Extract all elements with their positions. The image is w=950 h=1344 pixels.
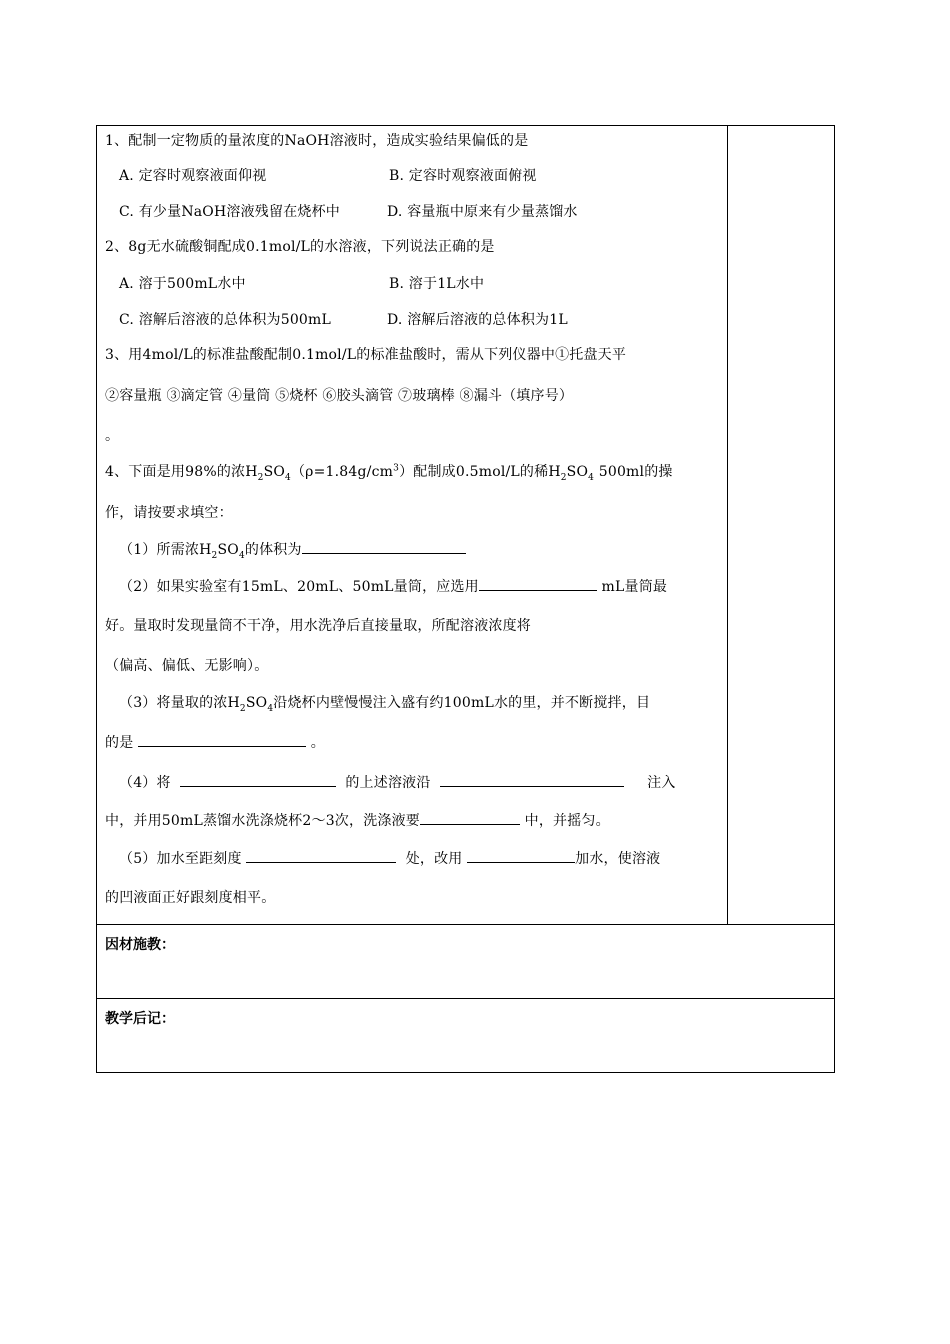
q3-line1: 3、用4mol/L的标准盐酸配制0.1mol/L的标准盐酸时，需从下列仪器中①托盘天平: [105, 347, 627, 363]
adapt-teaching-label: 因材施教：: [105, 937, 175, 953]
q2-option-d: D. 溶解后溶液的总体积为1L: [387, 312, 568, 328]
q2-stem: 2、8g无水硫酸铜配成0.1mol/L的水溶液，下列说法正确的是: [105, 239, 495, 255]
q4-part5-b: 的凹液面正好跟刻度相平。: [105, 890, 276, 906]
q1-option-c: C. 有少量NaOH溶液残留在烧杯中: [119, 204, 340, 220]
side-column: [728, 126, 835, 925]
answer-blank-2[interactable]: [479, 576, 597, 591]
q1-option-d: D. 容量瓶中原来有少量蒸馏水: [387, 204, 578, 220]
q4-part2-a: （2）如果实验室有15mL、20mL、50mL量筒，应选用 mL量筒最: [119, 576, 667, 597]
q4-line1: 4、下面是用98%的浓$H_2SO_4(\rho=1.84g/cm^3)$配制成0.5mol/L的稀$H_2SO_4$ 500ml的操: [105, 463, 673, 483]
q4-part4-a: （4）将 的上述溶液沿 注入: [119, 772, 676, 793]
q4-line2: 作，请按要求填空：: [105, 505, 233, 521]
q4-part1: （1）所需浓$H_2SO_4$的体积为: [119, 539, 466, 560]
answer-blank-3[interactable]: [138, 732, 306, 747]
q2-option-a: A. 溶于500mL水中: [119, 276, 246, 292]
answer-blank-8[interactable]: [467, 848, 575, 863]
questions-cell: [97, 126, 728, 925]
teaching-notes-cell: [97, 999, 835, 1073]
q4-part2-c: （偏高、偏低、无影响）。: [105, 658, 269, 674]
q2-option-c: C. 溶解后溶液的总体积为500mL: [119, 312, 332, 328]
q4-part4-b: 中，并用50mL蒸馏水洗涤烧杯2～3次，洗涤液要 中，并摇匀。: [105, 810, 610, 831]
adapt-teaching-cell: [97, 925, 835, 999]
q1-stem: 1、配制一定物质的量浓度的NaOH溶液时，造成实验结果偏低的是: [105, 133, 529, 149]
answer-blank-1[interactable]: [302, 539, 466, 554]
teaching-notes-label: 教学后记：: [105, 1011, 175, 1027]
answer-blank-7[interactable]: [246, 848, 396, 863]
q4-part5-a: （5）加水至距刻度 处，改用 加水，使溶液: [119, 848, 660, 869]
answer-blank-5[interactable]: [440, 772, 624, 787]
q4-part3-a: （3）将量取的浓$H_2SO_4$沿烧杯内壁慢慢注入盛有约100mL水的里，并不断搅拌，目: [119, 695, 651, 714]
q1-option-a: A. 定容时观察液面仰视: [119, 168, 267, 184]
answer-blank-4[interactable]: [180, 772, 336, 787]
q3-line3: 。: [105, 428, 120, 444]
q1-option-b: B. 定容时观察液面俯视: [389, 168, 537, 184]
q3-line2: ②容量瓶 ③滴定管 ④量筒 ⑤烧杯 ⑥胶头滴管 ⑦玻璃棒 ⑧漏斗（填序号）: [105, 388, 574, 404]
q2-option-b: B. 溶于1L水中: [389, 276, 485, 292]
answer-blank-6[interactable]: [420, 810, 520, 825]
lesson-table: [96, 125, 835, 1073]
q4-part2-b: 好。量取时发现量筒不干净，用水洗净后直接量取，所配溶液浓度将: [105, 618, 531, 634]
q4-part3-b: 的是 。: [105, 732, 325, 753]
